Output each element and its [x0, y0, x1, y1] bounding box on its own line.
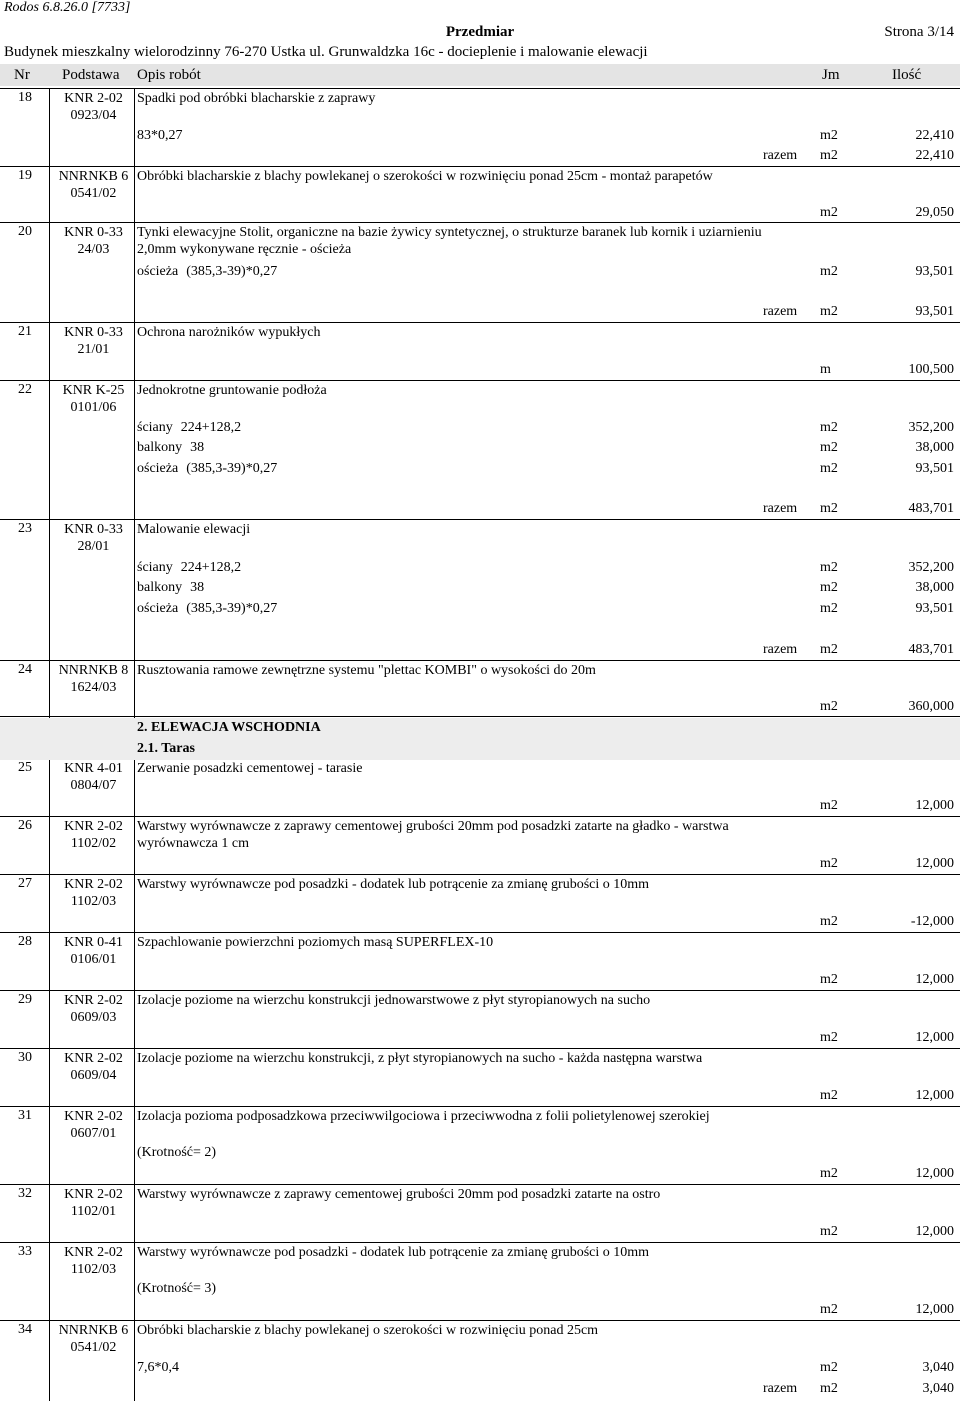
- row-divider: [0, 660, 960, 661]
- basis-table: 28/01: [77, 539, 110, 554]
- basis-table: 0609/04: [70, 1068, 117, 1083]
- razem-unit: m2: [820, 1381, 838, 1396]
- razem-unit: m2: [820, 148, 838, 163]
- item-number: 28: [18, 934, 32, 949]
- multiplier-note: (Krotność= 2): [137, 1145, 217, 1160]
- item-description: Obróbki blacharskie z blachy powlekanej o szerokości w rozwinięciu ponad 25cm: [137, 1323, 599, 1338]
- measurement-line: [137, 420, 241, 436]
- item-description: Szpachlowanie powierzchni poziomych masą SUPERFLEX-10: [137, 935, 494, 950]
- basis-code: KNR 0-33: [64, 522, 123, 537]
- row-divider: [0, 166, 960, 167]
- item-number: 18: [18, 90, 32, 105]
- measurement-label: ościeża: [137, 264, 179, 279]
- measurement-formula: 224+128,2: [180, 420, 242, 435]
- item-basis: [52, 934, 135, 968]
- basis-code: KNR 0-41: [64, 935, 123, 950]
- measurement-label: ościeża: [137, 461, 179, 476]
- razem-unit: m2: [820, 501, 838, 516]
- item-description: Warstwy wyrównawcze z zaprawy cementowej grubości 20mm pod posadzki zatarte na gładko - warstwa wyrównawcza 1 cm: [137, 819, 729, 851]
- column-header: [0, 64, 960, 86]
- basis-code: KNR K-25: [62, 383, 125, 398]
- total-unit: m2: [820, 699, 838, 714]
- item-number: 26: [18, 818, 32, 833]
- item-basis: [52, 90, 135, 124]
- total-unit: m2: [820, 1166, 838, 1181]
- line-quantity: 352,200: [908, 560, 954, 575]
- row-divider: [0, 716, 960, 717]
- line-quantity: 352,200: [908, 420, 954, 435]
- total-quantity: -12,000: [910, 914, 954, 929]
- measurement-formula: 7,6*0,4: [137, 1360, 179, 1375]
- line-unit: m2: [820, 128, 838, 143]
- item-number: 19: [18, 168, 32, 183]
- item-number: 33: [18, 1244, 32, 1259]
- total-quantity: 12,000: [915, 856, 954, 871]
- item-description: Malowanie elewacji: [137, 522, 251, 537]
- basis-table: 1102/02: [70, 836, 117, 851]
- item-basis: [52, 760, 135, 794]
- row-divider: [0, 1106, 960, 1107]
- row-divider: [0, 816, 960, 817]
- line-quantity: 93,501: [915, 461, 954, 476]
- item-description: Obróbki blacharskie z blachy powlekanej o szerokości w rozwinięciu ponad 25cm - montaż parapetów: [137, 169, 713, 184]
- basis-table: 0607/01: [70, 1126, 117, 1141]
- item-basis: [52, 1050, 135, 1084]
- item-number: 27: [18, 876, 32, 891]
- item-number: 32: [18, 1186, 32, 1201]
- line-unit: m2: [820, 440, 838, 455]
- line-unit: m2: [820, 1360, 838, 1375]
- total-unit: m2: [820, 1088, 838, 1103]
- basis-code: NNRNKB 8: [58, 663, 129, 678]
- razem-label: razem: [763, 1381, 798, 1396]
- row-divider: [0, 1320, 960, 1321]
- basis-table: 0923/04: [70, 108, 117, 123]
- measurement-label: balkony: [137, 580, 183, 595]
- total-quantity: 12,000: [915, 1224, 954, 1239]
- basis-code: KNR 2-02: [64, 877, 123, 892]
- item-basis: [52, 1186, 135, 1220]
- row-divider: [0, 380, 960, 381]
- item-description: Spadki pod obróbki blacharskie z zaprawy: [137, 91, 376, 106]
- row-divider: [0, 1048, 960, 1049]
- basis-table: 24/03: [77, 242, 110, 257]
- item-description: Zerwanie posadzki cementowej - tarasie: [137, 761, 363, 776]
- section-title: 2.1. Taras: [137, 741, 195, 756]
- basis-table: 1102/01: [70, 1204, 117, 1219]
- item-basis: [52, 876, 135, 910]
- item-basis: [52, 662, 135, 696]
- item-number: 25: [18, 760, 32, 775]
- item-description: Warstwy wyrównawcze z zaprawy cementowej grubości 20mm pod posadzki zatarte na ostro: [137, 1187, 661, 1202]
- document-title: Przedmiar: [445, 24, 515, 40]
- basis-table: 1624/03: [70, 680, 117, 695]
- measurement-label: ściany: [137, 420, 173, 435]
- measurement-line: [137, 440, 204, 456]
- line-unit: m2: [820, 601, 838, 616]
- measurement-line: [137, 264, 277, 280]
- measurement-formula: (385,3-39)*0,27: [186, 264, 278, 279]
- item-basis: [52, 818, 135, 852]
- measurement-line: [137, 461, 277, 477]
- page-number: Strona 3/14: [884, 24, 954, 40]
- basis-table: 1102/03: [70, 894, 117, 909]
- basis-code: KNR 0-33: [64, 225, 123, 240]
- basis-table: 0541/02: [70, 1340, 117, 1355]
- app-version: Rodos 6.8.26.0 [7733]: [4, 0, 131, 15]
- total-unit: m2: [820, 205, 838, 220]
- basis-table: 0106/01: [70, 952, 117, 967]
- basis-code: KNR 2-02: [64, 819, 123, 834]
- total-unit: m2: [820, 1030, 838, 1045]
- item-basis: [52, 1244, 135, 1278]
- item-basis: [52, 1322, 135, 1356]
- col-opis: Opis robót: [137, 67, 201, 83]
- basis-table: 0541/02: [70, 186, 117, 201]
- razem-quantity: 3,040: [922, 1381, 954, 1396]
- item-description: Warstwy wyrównawcze pod posadzki - dodatek lub potrącenie za zmianę grubości o 10mm: [137, 1245, 650, 1260]
- row-divider: [0, 874, 960, 875]
- line-unit: m2: [820, 461, 838, 476]
- item-number: 20: [18, 224, 32, 239]
- razem-label: razem: [763, 148, 798, 163]
- measurement-line: [137, 601, 277, 617]
- item-number: 31: [18, 1108, 32, 1123]
- item-basis: [52, 324, 135, 358]
- item-number: 21: [18, 324, 32, 339]
- measurement-line: [137, 128, 183, 144]
- razem-label: razem: [763, 304, 798, 319]
- razem-quantity: 22,410: [915, 148, 954, 163]
- total-quantity: 360,000: [908, 699, 954, 714]
- basis-code: KNR 2-02: [64, 1051, 123, 1066]
- section-title: 2. ELEWACJA WSCHODNIA: [137, 720, 321, 735]
- item-description: Izolacje poziome na wierzchu konstrukcji, z płyt styropianowych na sucho - każda następna warstwa: [137, 1051, 703, 1066]
- item-description: Izolacje poziome na wierzchu konstrukcji jednowarstwowe z płyt styropianowych na sucho: [137, 993, 651, 1008]
- line-quantity: 93,501: [915, 264, 954, 279]
- item-number: 23: [18, 521, 32, 536]
- basis-table: 0101/06: [70, 400, 117, 415]
- measurement-formula: (385,3-39)*0,27: [186, 601, 278, 616]
- total-quantity: 29,050: [915, 205, 954, 220]
- basis-code: KNR 2-02: [64, 91, 123, 106]
- row-divider: [0, 1242, 960, 1243]
- measurement-label: ściany: [137, 560, 173, 575]
- item-basis: [52, 1108, 135, 1142]
- item-basis: [52, 224, 135, 258]
- razem-quantity: 483,701: [908, 501, 954, 516]
- measurement-line: [137, 580, 204, 596]
- basis-code: KNR 2-02: [64, 1187, 123, 1202]
- multiplier-note: (Krotność= 3): [137, 1281, 217, 1296]
- item-description: Jednokrotne gruntowanie podłoża: [137, 383, 327, 398]
- measurement-label: ościeża: [137, 601, 179, 616]
- total-quantity: 12,000: [915, 1030, 954, 1045]
- measurement-line: [137, 1360, 179, 1376]
- col-nr: Nr: [14, 67, 30, 83]
- basis-table: 0609/03: [70, 1010, 117, 1025]
- measurement-formula: 224+128,2: [180, 560, 242, 575]
- line-quantity: 22,410: [915, 128, 954, 143]
- razem-quantity: 483,701: [908, 642, 954, 657]
- project-name: Budynek mieszkalny wielorodzinny 76-270 Ustka ul. Grunwaldzka 16c - docieplenie i malowanie elewacji: [4, 44, 648, 60]
- line-quantity: 38,000: [915, 440, 954, 455]
- row-divider: [0, 932, 960, 933]
- razem-label: razem: [763, 642, 798, 657]
- item-number: 24: [18, 662, 32, 677]
- item-description: Tynki elewacyjne Stolit, organiczne na bazie żywicy syntetycznej, o strukturze baranek lub kornik i uziarnieniu 2,0mm wykonywane ręcznie - ościeża: [137, 225, 762, 257]
- row-divider: [0, 519, 960, 520]
- measurement-formula: 38: [190, 580, 205, 595]
- item-number: 34: [18, 1322, 32, 1337]
- basis-table: 21/01: [77, 342, 110, 357]
- basis-code: NNRNKB 6: [58, 169, 129, 184]
- razem-unit: m2: [820, 304, 838, 319]
- total-quantity: 12,000: [915, 1302, 954, 1317]
- row-divider: [0, 222, 960, 223]
- total-unit: m: [820, 362, 831, 377]
- razem-unit: m2: [820, 642, 838, 657]
- measurement-formula: (385,3-39)*0,27: [186, 461, 278, 476]
- line-unit: m2: [820, 580, 838, 595]
- razem-quantity: 93,501: [915, 304, 954, 319]
- total-quantity: 12,000: [915, 1166, 954, 1181]
- row-divider: [0, 990, 960, 991]
- measurement-formula: 38: [190, 440, 205, 455]
- total-quantity: 12,000: [915, 972, 954, 987]
- line-unit: m2: [820, 264, 838, 279]
- col-ilosc: Ilość: [892, 67, 922, 83]
- line-unit: m2: [820, 420, 838, 435]
- row-divider: [0, 88, 960, 89]
- item-description: Rusztowania ramowe zewnętrzne systemu "plettac KOMBI" o wysokości do 20m: [137, 663, 596, 678]
- total-unit: m2: [820, 1302, 838, 1317]
- row-divider: [0, 1184, 960, 1185]
- basis-code: KNR 4-01: [64, 761, 123, 776]
- line-quantity: 38,000: [915, 580, 954, 595]
- total-unit: m2: [820, 972, 838, 987]
- total-unit: m2: [820, 798, 838, 813]
- basis-code: KNR 2-02: [64, 993, 123, 1008]
- measurement-label: balkony: [137, 440, 183, 455]
- basis-table: 1102/03: [70, 1262, 117, 1277]
- line-quantity: 3,040: [922, 1360, 954, 1375]
- item-basis: [52, 382, 135, 416]
- line-quantity: 93,501: [915, 601, 954, 616]
- item-number: 29: [18, 992, 32, 1007]
- basis-table: 0804/07: [70, 778, 117, 793]
- col-podstawa: Podstawa: [62, 67, 120, 83]
- row-divider: [0, 322, 960, 323]
- item-basis: [52, 992, 135, 1026]
- total-quantity: 12,000: [915, 1088, 954, 1103]
- basis-code: KNR 0-33: [64, 325, 123, 340]
- total-quantity: 12,000: [915, 798, 954, 813]
- razem-label: razem: [763, 501, 798, 516]
- measurement-formula: 83*0,27: [137, 128, 183, 143]
- item-description: Ochrona narożników wypukłych: [137, 325, 321, 340]
- total-quantity: 100,500: [908, 362, 954, 377]
- item-number: 30: [18, 1050, 32, 1065]
- item-basis: [52, 168, 135, 202]
- item-number: 22: [18, 382, 32, 397]
- total-unit: m2: [820, 1224, 838, 1239]
- basis-code: KNR 2-02: [64, 1109, 123, 1124]
- total-unit: m2: [820, 914, 838, 929]
- total-unit: m2: [820, 856, 838, 871]
- basis-code: KNR 2-02: [64, 1245, 123, 1260]
- item-description: Warstwy wyrównawcze pod posadzki - dodatek lub potrącenie za zmianę grubości o 10mm: [137, 877, 650, 892]
- item-basis: [52, 521, 135, 555]
- col-jm: Jm: [822, 67, 840, 83]
- basis-code: NNRNKB 6: [58, 1323, 129, 1338]
- item-description: Izolacja pozioma podposadzkowa przeciwwilgociowa i przeciwwodna z folii polietylenowej szerokiej: [137, 1109, 710, 1124]
- line-unit: m2: [820, 560, 838, 575]
- measurement-line: [137, 560, 241, 576]
